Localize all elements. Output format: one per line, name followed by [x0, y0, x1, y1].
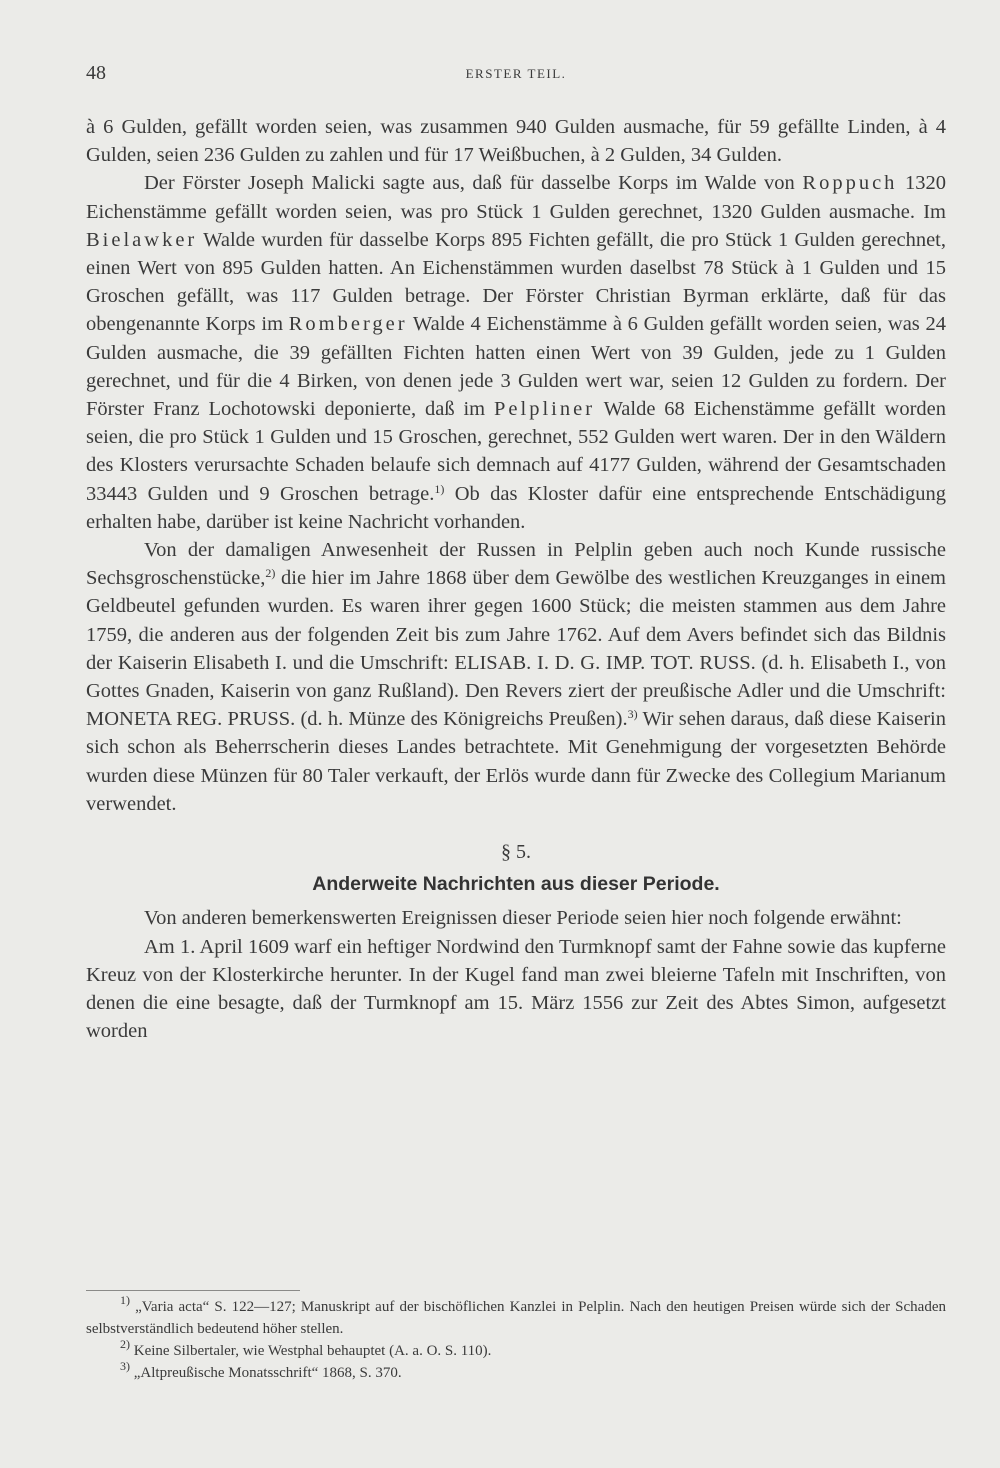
section-number: § 5. [501, 841, 531, 864]
text-run: die hier im Jahre 1868 über dem Gewölbe des westlichen Kreuzganges in einem Geldbeutel gefunden wurden. Es waren ihrer gegen 1600 Stück; die meisten stammen aus dem Jahre 1759, die anderen aus der folgenden Zeit bis zum Jahre 1762. Auf dem Avers befindet sich das Bildnis der Kaiserin Elisabeth I. und die Umschrift: ELISAB. I. D. G. IMP. TOT. RUSS. (d. h. Elisabeth I., von Gottes Gnaden, Kaiserin von ganz Rußland). Den Revers ziert der preußische Adler und die Umschrift: MONETA REG. PRUSS. (d. h. Münze des Königreichs Preußen). [86, 567, 946, 731]
page-number: 48 [86, 62, 106, 84]
text-run: Ob das Kloster dafür eine entsprechende Entschädigung erhalten habe, darüber ist keine Nachricht vorhanden. [86, 482, 946, 533]
text-run: Wir sehen daraus, daß diese Kaiserin sich schon als Beherrscherin dieses Landes betrachtete. Mit Genehmigung der vorgesetzten Behörde wurden diese Münzen für 80 Taler verkauft, der Erlös wurde dann für Zwecke des Collegium Marianum verwendet. [86, 708, 946, 815]
footnotes [86, 1293, 946, 1384]
paragraph-5: Am 1. April 1609 warf ein heftiger Nordwind den Turmknopf samt der Fahne sowie das kupferne Kreuz von der Klosterkirche herunter. In der Kugel fand man zwei bleierne Tafeln mit Inschriften, von denen die eine besagte, daß der Turmknopf am 15. März 1556 zur Zeit des Abtes Simon, aufgesetzt worden [86, 935, 946, 1043]
text-run: Der Förster Joseph Malicki sagte aus, daß für dasselbe Korps im Walde von [144, 172, 803, 195]
place-name-pelpliner: Pelpliner [494, 398, 596, 421]
footnote-1 [86, 1293, 946, 1340]
text-run: Walde 68 Eichenstämme gefällt worden seien, die pro Stück 1 Gulden und 15 Groschen, gerechnet, 552 Gulden wert waren. Der in den Wäldern des Klosters verursachte Schaden belaufe sich demnach auf 4177 Gulden, während der Gesamtschaden 33443 Gulden und 9 Groschen betrage. [86, 398, 946, 505]
place-name-roppuch: Roppuch [802, 172, 898, 195]
footnote-ref-3: 3) [627, 707, 638, 722]
section-title: Anderweite Nachrichten aus dieser Periode. [312, 873, 720, 896]
footnote-mark: 2) [120, 1337, 130, 1351]
text-run: Von der damaligen Anwesenheit der Russen in Pelplin geben auch noch Kunde russische Sechsgroschenstücke, [86, 539, 946, 590]
text-run: Walde wurden für dasselbe Korps 895 Fichten gefällt, die pro Stück 1 Gulden gerechnet, einen Wert von 895 Gulden hatten. An Eichenstämmen wurden daselbst 78 Stück à 1 Gulden und 15 Groschen gefällt, was 117 Gulden betrage. Der Förster Christian Byrman erklärte, daß für das obengenannte Korps im [86, 228, 946, 336]
footnote-text: „Altpreußische Monatsschrift“ 1868, S. 370. [130, 1365, 402, 1381]
footnote-text: „Varia acta“ S. 122—127; Manuskript auf der bischöflichen Kanzlei in Pelplin. Nach den heutigen Preisen würde sich der Schaden selbstverständlich bedeutend höher stellen. [86, 1299, 946, 1337]
footnote-divider [86, 1290, 300, 1291]
footnote-mark: 1) [120, 1293, 130, 1307]
footnote-mark: 3) [120, 1359, 130, 1373]
paragraph-2 [86, 169, 946, 536]
text-run: Walde 4 Eichenstämme à 6 Gulden gefällt worden seien, was 24 Gulden ausmache, die 39 gefällten Fichten hatten einen Wert von 39 Gulden, jede zu 1 Gulden gerechnet, und für die 4 Birken, von denen jede 3 Gulden wert war, seien 12 Gulden zu fordern. Der Förster Franz Lochotowski deponierte, daß im [86, 313, 947, 421]
footnote-3 [86, 1359, 946, 1384]
running-head: ERSTER TEIL. [465, 66, 567, 81]
body-text [86, 113, 946, 1046]
paragraph-1: à 6 Gulden, gefällt worden seien, was zusammen 940 Gulden ausmache, für 59 gefällte Linden, à 4 Gulden, seien 236 Gulden zu zahlen und für 17 Weißbuchen, à 2 Gulden, 34 Gulden. [86, 116, 946, 167]
text-run: 1320 Eichenstämme gefällt worden seien, was pro Stück 1 Gulden gerechnet, 1320 Gulden ausmache. Im [86, 172, 946, 223]
page-header [86, 62, 946, 92]
paragraph-3 [86, 536, 946, 818]
footnote-2 [86, 1337, 946, 1362]
paragraph-4: Von anderen bemerkenswerten Ereignissen dieser Periode seien hier noch folgende erwähnt: [144, 907, 902, 930]
place-name-bielawker: Bielawker [86, 228, 198, 251]
place-name-romberger: Romberger [288, 313, 408, 336]
footnote-ref-1: 1) [434, 481, 445, 496]
footnote-ref-2: 2) [265, 566, 276, 581]
footnote-text: Keine Silbertaler, wie Westphal behauptet (A. a. O. S. 110). [130, 1343, 492, 1359]
